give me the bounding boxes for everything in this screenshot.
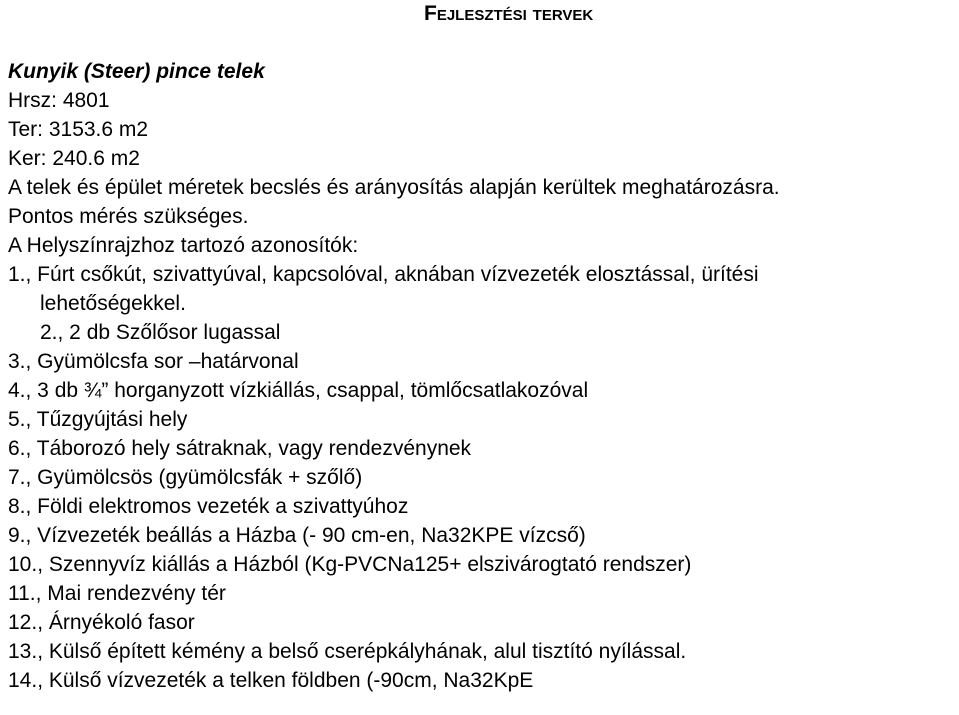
estimation-note: A telek és épület méretek becslés és arányosítás alapján kerültek meghatározásra. (8, 176, 780, 199)
list-item: 13., Külső épített kémény a belső cserépkályhának, alul tisztító nyílással. (8, 640, 687, 663)
document-header: Fejlesztési tervek (424, 2, 594, 25)
list-item: 5., Tűzgyújtási hely (8, 408, 188, 431)
parcel-number: Hrsz: 4801 (8, 89, 110, 112)
list-item: 10., Szennyvíz kiállás a Házból (Kg-PVCNa125+ elszivárogtató rendszer) (8, 553, 692, 576)
list-item: 8., Földi elektromos vezeték a szivattyúhoz (8, 495, 409, 518)
list-item: 7., Gyümölcsös (gyümölcsfák + szőlő) (8, 466, 363, 489)
list-item: 14., Külső vízvezeték a telken földben (-90cm, Na32KpE (8, 669, 534, 692)
document-body (8, 57, 951, 695)
list-item: 9., Vízvezeték beállás a Házba (- 90 cm-en, Na32KPE vízcső) (8, 524, 586, 547)
list-item: 12., Árnyékoló fasor (8, 611, 195, 634)
identifiers-heading: A Helyszínrajzhoz tartozó azonosítók: (8, 234, 359, 257)
property-title: Kunyik (Steer) pince telek (8, 60, 265, 83)
list-item: 6., Táborozó hely sátraknak, vagy rendezvénynek (8, 437, 472, 460)
list-item-continuation: lehetőségekkel. (40, 292, 186, 315)
list-item: 11., Mai rendezvény tér (8, 582, 226, 605)
measurement-note: Pontos mérés szükséges. (8, 205, 249, 228)
area-value: Ter: 3153.6 m2 (8, 118, 149, 141)
list-item: 1., Fúrt csőkút, szivattyúval, kapcsolóval, aknában vízvezeték elosztással, ürítési (8, 263, 759, 286)
perimeter-value: Ker: 240.6 m2 (8, 147, 140, 170)
list-item: 4., 3 db ¾” horganyzott vízkiállás, csappal, tömlőcsatlakozóval (8, 379, 589, 402)
list-item: 3., Gyümölcsfa sor –határvonal (8, 350, 299, 373)
list-item: 2., 2 db Szőlősor lugassal (40, 321, 281, 344)
